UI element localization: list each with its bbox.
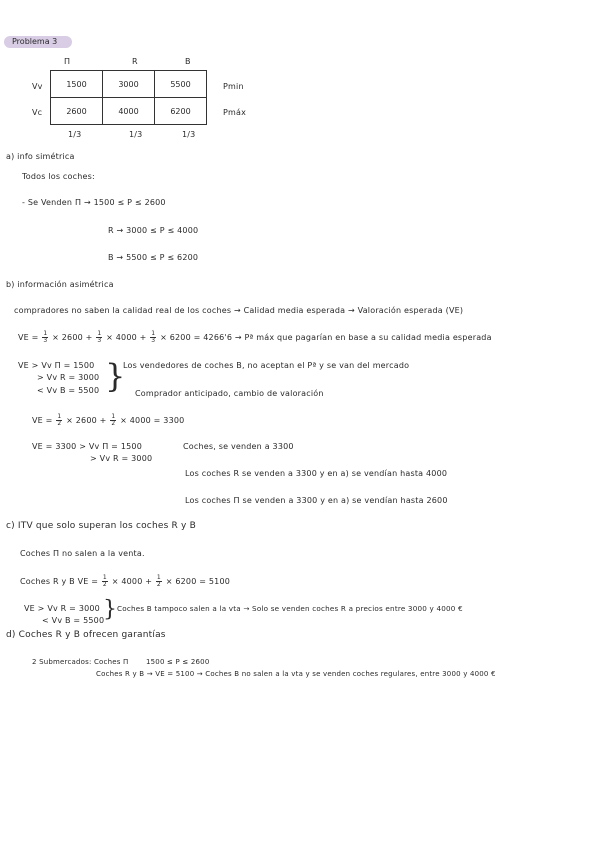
ve-c-term1: × 4000 + bbox=[111, 577, 153, 586]
ve1-term3: × 6200 = 4266'6 bbox=[160, 333, 233, 342]
submarket-range: 1500 ≤ P ≤ 2600 bbox=[146, 658, 210, 666]
frac-den: 2 bbox=[156, 581, 161, 588]
section-c-heading: c) ITV que solo superan los coches R y B bbox=[6, 521, 197, 531]
ve-equation-3b: > Vv R = 3000 bbox=[90, 454, 153, 463]
section-c-note: Coches B tampoco salen a la vta → Solo se venden coches R a precios entre 3000 y 4000 € bbox=[117, 604, 463, 613]
note-2: Comprador anticipado, cambio de valoración bbox=[135, 389, 324, 398]
section-a-line1: Todos los coches: bbox=[22, 172, 95, 181]
col-header-pi: Π bbox=[64, 57, 71, 66]
frac-den: 3 bbox=[43, 337, 48, 344]
fraction bbox=[56, 414, 62, 427]
ve-equation-2 bbox=[32, 414, 184, 427]
col-header-r: R bbox=[132, 57, 138, 66]
ve1-term1: × 2600 + bbox=[52, 333, 93, 342]
brace: } bbox=[105, 357, 126, 395]
fraction bbox=[156, 575, 162, 588]
table-cell: 1500 bbox=[51, 71, 103, 98]
range-b: B → 5500 ≤ P ≤ 6200 bbox=[108, 253, 199, 262]
section-d-heading: d) Coches R y B ofrecen garantías bbox=[6, 630, 166, 640]
table-cell: 4000 bbox=[103, 98, 155, 125]
ve-c-label: Coches R y B VE = bbox=[20, 577, 99, 586]
frac-num: 1 bbox=[57, 413, 62, 420]
frac-den: 3 bbox=[151, 337, 156, 344]
valuation-table bbox=[50, 70, 207, 125]
ve1-tail: → Pª máx que pagarían en base a su calidad media esperada bbox=[234, 333, 492, 342]
fraction bbox=[42, 331, 48, 344]
section-a-heading: a) info simétrica bbox=[6, 152, 75, 161]
ve1-term2: × 4000 + bbox=[106, 333, 147, 342]
prob-b: 1/3 bbox=[182, 130, 196, 139]
table-cell: 3000 bbox=[103, 71, 155, 98]
note-1: Los vendedores de coches B, no aceptan el Pª y se van del mercado bbox=[123, 361, 410, 370]
frac-num: 1 bbox=[43, 330, 48, 337]
section-b-heading: b) información asimétrica bbox=[6, 280, 114, 289]
side-label-pmax: Pmáx bbox=[223, 108, 247, 117]
table-cell: 6200 bbox=[155, 98, 207, 125]
result-2: Los coches R se venden a 3300 y en a) se vendían hasta 4000 bbox=[185, 469, 448, 478]
condition-1: VE > Vv Π = 1500 bbox=[18, 361, 95, 370]
frac-den: 2 bbox=[57, 420, 62, 427]
frac-den: 3 bbox=[97, 337, 102, 344]
row-label-vc: Vc bbox=[32, 108, 43, 117]
brace: } bbox=[103, 597, 117, 622]
frac-num: 1 bbox=[156, 574, 161, 581]
ve-equation-3a: VE = 3300 > Vv Π = 1500 bbox=[32, 442, 142, 451]
frac-num: 1 bbox=[102, 574, 107, 581]
table-row bbox=[51, 71, 207, 98]
fraction bbox=[110, 414, 116, 427]
ve-equation-c bbox=[20, 575, 230, 588]
prob-pi: 1/3 bbox=[68, 130, 82, 139]
condition-3: < Vv B = 5500 bbox=[37, 386, 100, 395]
table-cell: 2600 bbox=[51, 98, 103, 125]
frac-den: 2 bbox=[111, 420, 116, 427]
frac-num: 1 bbox=[97, 330, 102, 337]
fraction bbox=[150, 331, 156, 344]
ve-c-term2: × 6200 = 5100 bbox=[165, 577, 231, 586]
condition-c2: < Vv B = 5500 bbox=[42, 616, 105, 625]
range-pi: Π → 1500 ≤ P ≤ 2600 bbox=[75, 198, 166, 207]
ve2-prefix: VE = bbox=[32, 416, 53, 425]
submarket-label: 2 Submercados: Coches Π bbox=[32, 658, 129, 666]
row-label-vv: Vv bbox=[32, 82, 43, 91]
fraction bbox=[102, 575, 108, 588]
section-a-sell: - Se Venden bbox=[22, 198, 73, 207]
result-1: Coches, se venden a 3300 bbox=[183, 442, 294, 451]
ve2-term1: × 2600 + bbox=[66, 416, 107, 425]
ve-equation-1 bbox=[18, 331, 492, 344]
side-label-pmin: Pmin bbox=[223, 82, 244, 91]
ve1-prefix: VE = bbox=[18, 333, 39, 342]
page-title: Problema 3 bbox=[12, 37, 58, 46]
prob-r: 1/3 bbox=[129, 130, 143, 139]
col-header-b: B bbox=[185, 57, 191, 66]
result-3: Los coches Π se venden a 3300 y en a) se vendían hasta 2600 bbox=[185, 496, 448, 505]
section-b-line1: compradores no saben la calidad real de los coches → Calidad media esperada → Valoración esperada (VE) bbox=[14, 306, 464, 315]
table-cell: 5500 bbox=[155, 71, 207, 98]
submarket-rb: Coches R y B → VE = 5100 → Coches B no salen a la vta y se venden coches regulares, entre 3000 y 4000 € bbox=[96, 670, 496, 678]
frac-den: 2 bbox=[102, 581, 107, 588]
frac-num: 1 bbox=[151, 330, 156, 337]
condition-2: > Vv R = 3000 bbox=[37, 373, 100, 382]
fraction bbox=[96, 331, 102, 344]
section-c-line1: Coches Π no salen a la venta. bbox=[20, 549, 145, 558]
range-r: R → 3000 ≤ P ≤ 4000 bbox=[108, 226, 199, 235]
table-row bbox=[51, 98, 207, 125]
ve2-term2: × 4000 = 3300 bbox=[120, 416, 185, 425]
frac-num: 1 bbox=[111, 413, 116, 420]
condition-c1: VE > Vv R = 3000 bbox=[24, 604, 100, 613]
